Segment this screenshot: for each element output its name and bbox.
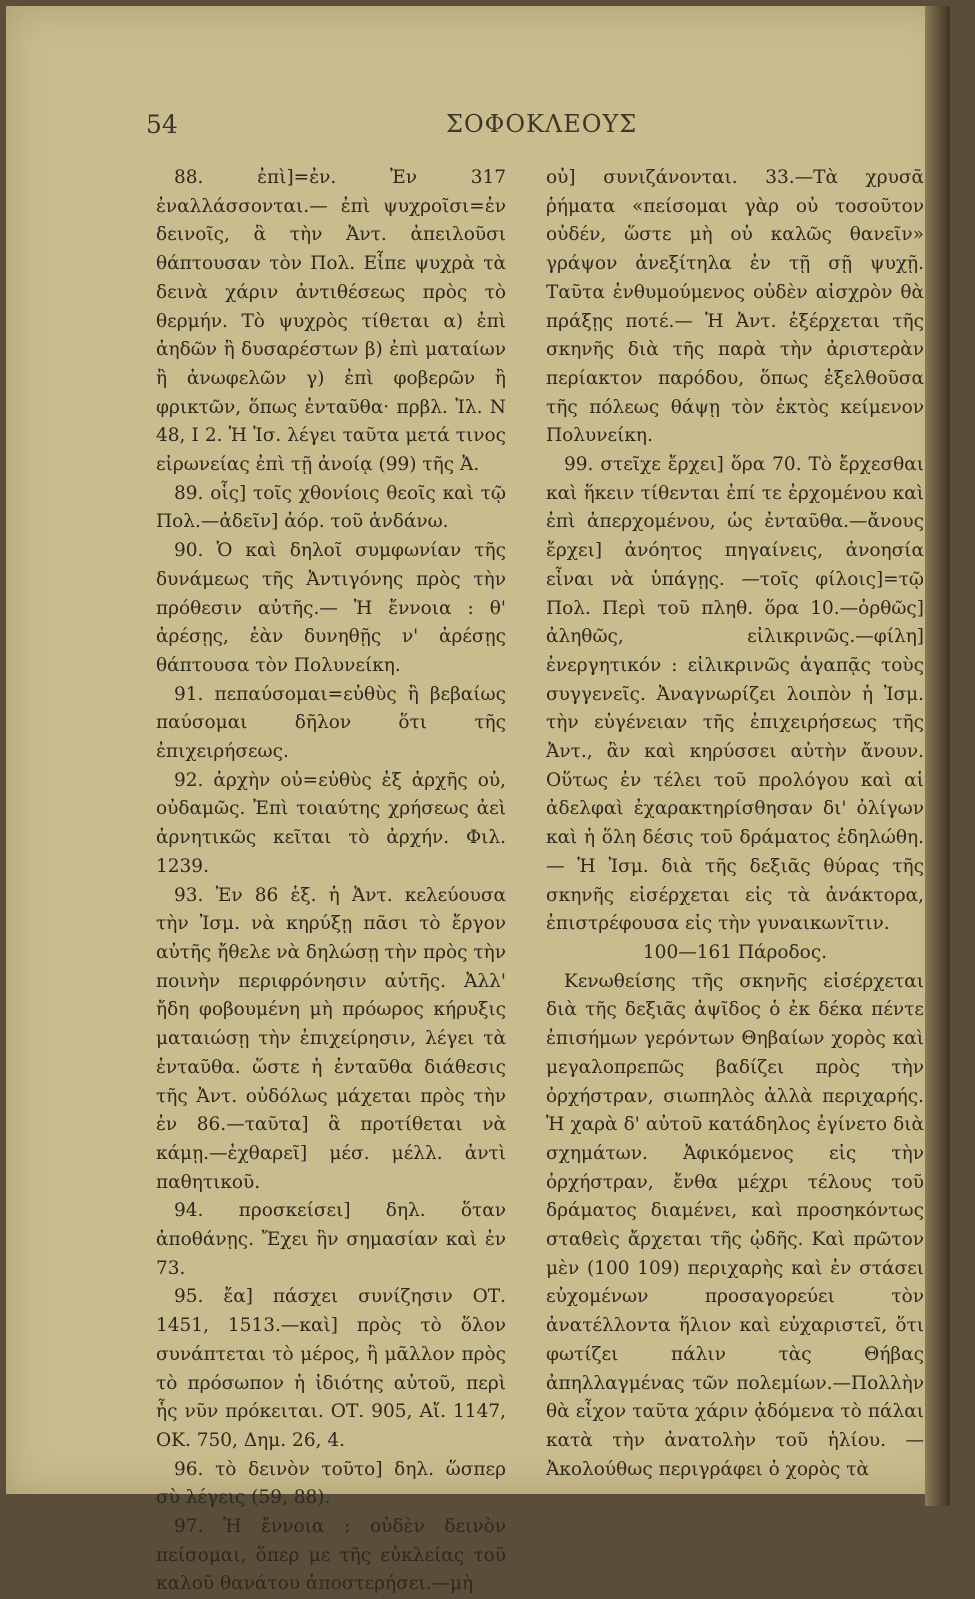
commentary-note-92: 92. ἀρχὴν οὐ=εὐθὺς ἐξ ἀρχῆς οὐ, οὐδαμῶς. Ἐπὶ τοιαύτης χρήσεως ἀεὶ ἀρνητικῶς κεῖται τὸ ἀρχήν. Φιλ. 1239. — [156, 769, 506, 877]
commentary-note-96: 96. τὸ δεινὸν τοῦτο] δηλ. ὥσπερ σὺ λέγεις (59, 88). — [156, 1458, 506, 1509]
page-edge-shadow — [925, 6, 950, 1506]
parodos-paragraph: Κενωθείσης τῆς σκηνῆς εἰσέρχεται διὰ τῆς δεξιᾶς ἀψῖδος ὁ ἐκ δέκα πέντε ἐπισήμων γερόντων Θηβαίων χορὸς καὶ μεγαλοπρεπῶς βαδίζει πρὸς τὴν ὀρχήστραν, σιωπηλὸς ἀλλὰ περιχαρής. Ἡ χαρὰ δ' αὐτοῦ κατάδηλος ἐγίνετο διὰ σχημάτων. Ἀφικόμενος εἰς τὴν ὀρχήστραν, ἔνθα μέχρι τέλους τοῦ δράματος διαμένει, καὶ προσηκόντως σταθεὶς ἄρχεται τῆς ᾠδῆς. Καὶ πρῶτον μὲν (100 109) περιχαρὴς καὶ ἐν στάσει εὐχομένων προσαγορεύει τὸν ἀνατέλλοντα ἥλιον καὶ εὐχαριστεῖ, ὅτι φωτίζει πάλιν τὰς Θήβας ἀπηλλαγμένας τῶν πολεμίων.—Πολλὴν θὰ εἶχον ταῦτα χάριν ᾀδόμενα τὸ πάλαι κατὰ τὴν ἀνατολὴν τοῦ ἡλίου. —Ἀκολούθως περιγράφει ὁ χορὸς τὰ — [546, 970, 924, 1480]
commentary-note-91: 91. πεπαύσομαι=εὐθὺς ἢ βεβαίως παύσομαι δῆλον ὅτι τῆς ἐπιχειρήσεως. — [156, 683, 506, 763]
commentary-note-97: 97. Ἡ ἔννοια : οὐδὲν δεινὸν πείσομαι, ὅπερ με τῆς εὐκλείας τοῦ καλοῦ θανάτου ἀποστερήσει.—μὴ — [156, 1516, 506, 1595]
section-heading: 100—161 Πάροδος. — [642, 941, 828, 963]
commentary-note-95: 95. ἔα] πάσχει συνίζησιν ΟΤ. 1451, 1513.—καὶ] πρὸς τὸ ὅλον συνάπτεται τὸ μέρος, ἢ μᾶλλον πρὸς τὸ πρόσωπον ἡ ἰδιότης αὐτοῦ, περὶ ἧς νῦν πρόκειται. ΟΤ. 905, Αἴ. 1147, ΟΚ. 750, Δημ. 26, 4. — [156, 1286, 506, 1451]
commentary-note-90: 90. Ὁ καὶ δηλοῖ συμφωνίαν τῆς δυνάμεως τῆς Ἀντιγόνης πρὸς τὴν πρόθεσιν αὐτῆς.— Ἡ ἔννοια : θ' ἀρέσῃς, ἐὰν δυνηθῇς ν' ἀρέσῃς θάπτουσα τὸν Πολυνείκη. — [156, 540, 506, 676]
right-column — [546, 164, 924, 1484]
page-header — [6, 106, 950, 146]
book-page — [6, 6, 950, 1595]
commentary-note-97-cont: οὐ] συνιζάνονται. 33.—Τὰ χρυσᾶ ῥήματα «πείσομαι γὰρ οὐ τοσοῦτον οὐδέν, ὥστε μὴ οὐ καλῶς θανεῖν» γράψον ἀνεξίτηλα ἐν τῇ σῇ ψυχῇ. Ταῦτα ἐνθυμούμενος οὐδὲν αἰσχρὸν θὰ πράξῃς ποτέ.— Ἡ Ἀντ. ἐξέρχεται τῆς σκηνῆς διὰ τῆς παρὰ τὴν ἀριστερὰν περίακτον παρόδου, ὅπως ἐξελθοῦσα τῆς πόλεως θάψῃ τὸν ἐκτὸς κείμενον Πολυνείκη. — [546, 167, 924, 447]
left-column — [156, 164, 506, 1599]
commentary-note-89: 89. οἷς] τοῖς χθονίοις θεοῖς καὶ τῷ Πολ.—ἀδεῖν] ἀόρ. τοῦ ἁνδάνω. — [156, 482, 506, 533]
commentary-note-99: 99. στεῖχε ἔρχει] ὅρα 70. Τὸ ἔρχεσθαι καὶ ἥκειν τίθενται ἐπί τε ἐρχομένου καὶ ἐπὶ ἀπερχομένου, ὡς ἐνταῦθα.—ἄνους ἔρχει] ἀνόητος πηγαίνεις, ἀνοησία εἶναι νὰ ὑπάγῃς. —τοῖς φίλοις]=τῷ Πολ. Περὶ τοῦ πληθ. ὅρα 10.—ὀρθῶς] ἀληθῶς, εἰλικρινῶς.—φίλη] ἐνεργητικόν : εἰλικρινῶς ἀγαπᾷς τοὺς συγγενεῖς. Ἀναγνωρίζει λοιπὸν ἡ Ἰσμ. τὴν εὐγένειαν τῆς ἐπιχειρήσεως τῆς Ἀντ., ἂν καὶ κηρύσσει αὐτὴν ἄνουν. Οὕτως ἐν τέλει τοῦ προλόγου καὶ αἱ ἀδελφαὶ ἐχαρακτηρίσθησαν δι' ὀλίγων καὶ ἡ ὅλη δέσις τοῦ δράματος ἐδηλώθη.— Ἡ Ἰσμ. διὰ τῆς δεξιᾶς θύρας τῆς σκηνῆς εἰσέρχεται εἰς τὰ ἀνάκτορα, ἐπιστρέφουσα εἰς τὴν γυναικωνῖτιν. — [546, 454, 924, 935]
page-number: 54 — [146, 110, 178, 139]
commentary-note-88: 88. ἐπὶ]=ἐν. Ἐν 317 ἐναλλάσσονται.— ἐπὶ ψυχροῖσι=ἐν δεινοῖς, ἃ τὴν Ἀντ. ἀπειλοῦσι θάπτουσαν τὸν Πολ. Εἶπε ψυχρὰ τὰ δεινὰ χάριν ἀντιθέσεως πρὸς τὸ θερμήν. Τὸ ψυχρὸς τίθεται α) ἐπὶ ἀηδῶν ἢ δυσαρέστων β) ἐπὶ ματαίων ἢ ἀνωφελῶν γ) ἐπὶ φοβερῶν ἢ φρικτῶν, ὅπως ἐνταῦθα· πρβλ. Ἰλ. Ν 48, Ι 2. Ἡ Ἰσ. λέγει ταῦτα μετά τινος εἰρωνείας ἐπὶ τῇ ἀνοίᾳ (99) τῆς Ἀ. — [156, 167, 506, 476]
running-title: ΣΟΦΟΚΛΕΟΥΣ — [446, 110, 638, 138]
commentary-note-94: 94. προσκείσει] δηλ. ὅταν ἀποθάνῃς. Ἔχει ἣν σημασίαν καὶ ἐν 73. — [156, 1200, 506, 1279]
commentary-note-93: 93. Ἐν 86 ἑξ. ἡ Ἀντ. κελεύουσα τὴν Ἰσμ. νὰ κηρύξῃ πᾶσι τὸ ἔργον αὐτῆς ἤθελε νὰ δηλώσῃ τὴν πρὸς τὴν ποινὴν περιφρόνησιν αὐτῆς. Ἀλλ' ἤδη φοβουμένη μὴ πρόωρος κήρυξις ματαιώσῃ τὴν ἐπιχείρησιν, λέγει τὰ ἐνταῦθα. ὥστε ἡ ἐνταῦθα διάθεσις τῆς Ἀντ. οὐδόλως μάχεται πρὸς τὴν ἐν 86.—ταῦτα] ἃ προτίθεται νὰ κάμῃ.—ἐχθαρεῖ] μέσ. μέλλ. ἀντὶ παθητικοῦ. — [156, 884, 506, 1193]
